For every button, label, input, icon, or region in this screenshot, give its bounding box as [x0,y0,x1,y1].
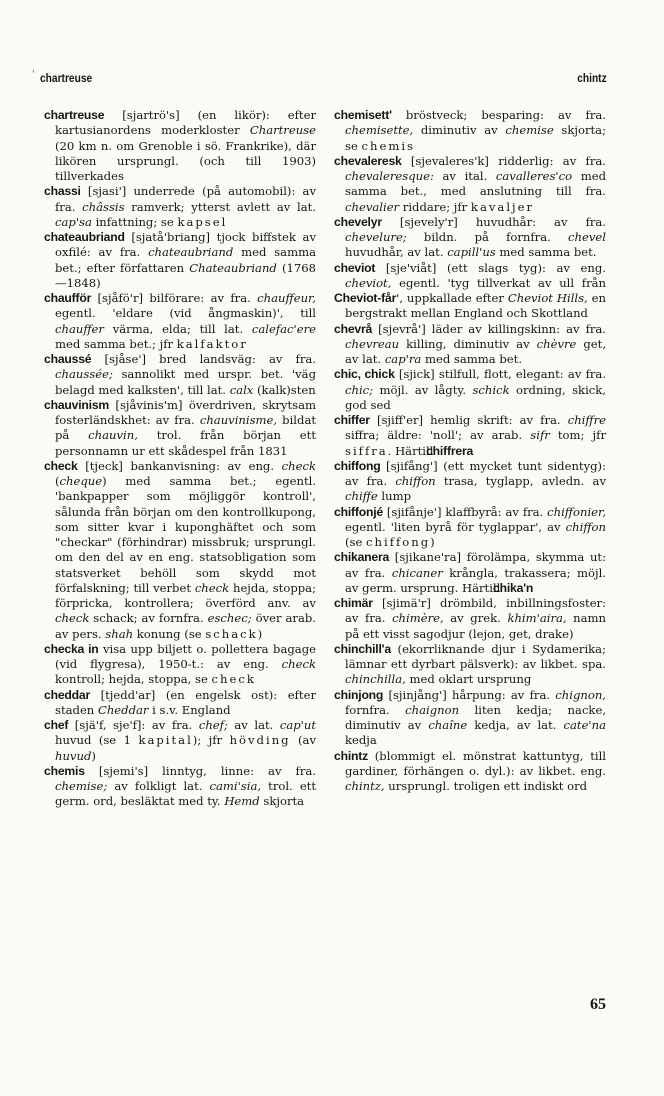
dictionary-entry [334,749,606,795]
entry-text: killing, diminutiv av [399,336,537,351]
entry-headword: cheddar [44,687,91,702]
entry-text: med samma bet.; jfr [55,336,177,351]
dictionary-entry [44,291,316,352]
dictionary-entry [44,718,316,764]
entry-headword: chauvinism [44,397,110,412]
cross-reference: hövding [229,733,291,748]
dictionary-entry [334,108,606,154]
etymon: chevreau [345,336,400,351]
entry-headword: chaussé [44,352,92,366]
entry-text: infattning; se [91,214,178,229]
etymon: calx [229,382,254,397]
entry-text: ) [91,748,96,763]
etymon: chaîne [428,718,468,732]
etymon: huvud [55,748,92,763]
dictionary-entry [44,398,316,459]
dictionary-entry [334,367,606,413]
etymon: check [55,611,90,626]
dictionary-entry [334,688,606,749]
entry-text: . Härtill [387,443,438,458]
entry-text: (kalk)sten [253,382,316,397]
etymon: Cheddar [97,702,149,717]
cross-reference: schack [205,626,258,641]
entry-headword: chintz [334,748,369,763]
entry-headword: chiffonjé [334,504,383,519]
dictionary-entry [44,230,316,291]
entry-text: [tjeck] bankanvisning: av eng. [77,458,282,473]
etymon: chaignon [405,702,460,717]
entry-text: (blommigt el. mönstrat kattuntyg, till gardiner, förhängen o. dyl.): av likbet. eng. [345,748,606,778]
entry-text: med samma bet. [421,352,523,366]
entry-text: huvud (se 1 [55,733,139,748]
etymon: chic; [345,382,374,397]
entry-text: egentl. 'tyg tillverkat av ull från [391,275,606,290]
cross-reference: kalfaktor [176,336,248,351]
entry-text: med samma bet., med anslutning till fra. [345,169,606,199]
etymon: chateaubriand [148,245,234,260]
entry-text: [sjiff'er] hemlig skrift: av fra. [369,413,568,427]
entry-headword: chateaubriand [44,230,125,244]
entry-text: [sjifånje'] klaffbyrå: av fra. [382,504,548,519]
entry-text: ) [257,626,263,641]
page-number: 65 [590,996,606,1013]
dictionary-entry [44,764,316,810]
entry-text: (se [345,535,367,549]
entry-text: kedja, av lat. [467,718,564,732]
entry-text: konung (se [133,626,206,641]
entry-text: ) med samma bet.; egentl. 'bankpapper som möjliggör kontroll', sålunda från början om den kontrollkupong, som sitter kvar i kuponghäftet och som "checkar" (förhindrar) missbruk; ursprungl. om den del av en eng. statsobligation som statsverket behöll som skydd mot förfalskning; till verbet [55,474,316,595]
entry-headword: chassi [44,184,81,199]
etymon: khim'aira, [507,611,567,626]
entry-headword: checka in [44,641,99,656]
entry-headword: chartreuse [44,108,105,122]
entry-text: hejda, stoppa; förpricka, kontrollera; överförd anv. av [55,580,316,610]
etymon: châssis [82,199,125,214]
etymon: chiffonier, [547,504,606,519]
entry-text: [tjedd'ar] (en engelsk ost): efter staden [55,687,316,717]
entry-text: [sjifång'] (ett mycket tunt sidentyg): av fra. [345,458,606,488]
entry-text: ursprungl. troligen ett indiskt ord [384,779,588,793]
dictionary-entry [334,322,606,368]
entry-text: skjorta [259,794,305,809]
running-head-left: chartreuse [40,71,93,85]
entry-text: lump [377,489,412,504]
etymon: cheviot, [345,275,392,290]
dictionary-entry [44,688,316,719]
entry-headword: chiffer [334,413,370,427]
entry-text: med oklart ursprung [405,672,532,687]
entry-text: bildn. på fornfra. [406,230,569,244]
running-head-right: chintz [577,71,607,85]
cross-reference: kavaljer [470,199,535,214]
entry-text: [sjatå'briang] tjock biffstek av oxfilé: av fra. [55,230,316,260]
entry-text: liten kedja; nacke, diminutiv av [345,702,607,732]
entry-text: [sjick] stilfull, flott, elegant: av fra. [394,367,607,382]
etymon: calefac'ere [251,321,316,336]
etymon: chiffon [565,519,606,534]
entry-text: [sjevaleres'k] ridderlig: av fra. [401,153,606,168]
etymon: check [281,657,316,671]
entry-text: [sjevely'r] huvudhår: av fra. [381,214,606,229]
entry-text: i s.v. England [148,702,231,717]
entry-text: [sjåse'] bred landsväg: av fra. [91,352,316,366]
cross-reference: kapital [138,733,193,748]
etymon: chiffre [567,413,606,427]
entry-text: av lat. [227,718,280,732]
dictionary-entry [44,108,316,184]
right-column [334,108,606,794]
etymon: cami'sia, [209,779,262,793]
entry-text: [sjevrå'] läder av killingskinn: av fra. [372,321,606,336]
etymon: cap'ut [279,718,316,732]
entry-text: bildat på [55,413,317,443]
entry-text: diminutiv av [413,123,506,138]
etymon: chemise [505,123,554,138]
entry-text: ) [430,535,435,549]
entry-text: schack; av fornfra. [89,611,208,626]
etymon: chauffeur, [257,291,316,305]
cross-reference: check [211,672,256,687]
entry-text: krångla, trakassera; möjl. av germ. ursprung. Härtill [345,565,606,595]
entry-text: egentl. 'liten byrå för tyglappar', av [345,519,566,534]
entry-headword: chic, chick [334,367,395,382]
entry-headword: chiffong [334,458,381,473]
etymon: chevalier [345,199,400,214]
entry-text: [sjimä'r] drömbild, inbillningsfoster: av fra. [345,596,606,626]
etymon: eschec; [207,611,252,626]
etymon: cap'sa [55,214,92,229]
dictionary-entry [334,413,606,459]
entry-text: ); jfr [192,733,230,748]
entry-text: bröstveck; besparing: av fra. [391,108,606,122]
derived-headword: chika'n [493,580,534,595]
etymon: cheque [59,474,103,488]
entry-headword: chimär [334,596,373,610]
etymon: chevaleresque: [345,169,434,183]
etymon: chinchilla, [345,672,406,687]
dictionary-entry [334,261,606,322]
etymon: check [281,458,316,473]
entry-text: riddare; jfr [399,199,471,214]
etymon: chevelure; [345,230,407,244]
entry-text: ', uppkallade efter [396,291,508,305]
entry-text: (ekorrliknande djur i Sydamerika; lämnar ett dyrbart pälsverk): av likbet. spa. [345,641,606,671]
etymon: chignon, [555,687,606,702]
etymon: cavalleres'co [495,169,573,183]
entry-headword: chef [44,718,69,732]
dictionary-entry [44,184,316,230]
margin-mark: ' [32,70,35,80]
entry-headword: chemisett' [334,108,392,122]
entry-text: sannolikt med urspr. bet. 'väg belagd med kalksten', till lat. [55,367,316,397]
entry-text: [sjikane'ra] förolämpa, skymma ut: av fra. [345,550,606,580]
etymon: chiffon [395,474,436,488]
entry-text: siffra; äldre: 'noll'; av arab. [345,428,531,443]
entry-text: [sjasi'] underrede (på automobil): av fra. [55,184,316,214]
entry-headword: chinjong [334,687,384,702]
entry-text: skjorta; se [345,123,607,153]
entry-text: ramverk; ytterst avlett av lat. [124,199,316,214]
entry-text: huvudhår, av lat. [345,245,448,260]
dictionary-entry [44,642,316,688]
dictionary-entry [334,154,606,215]
dictionary-entry [334,215,606,261]
entry-text: över arab. av pers. [55,611,316,641]
entry-text: av grek. [443,611,508,626]
entry-text: [sjartrö's] (en likör): efter kartusianordens moderkloster [55,108,316,138]
dictionary-entry [44,459,316,642]
entry-text: [sjinjång'] hårpung: av fra. [383,687,556,702]
entry-text: get, av lat. [345,336,607,366]
entry-headword: chevrå [334,321,373,336]
entry-text: [sjä'f, sje'f]: av fra. [68,718,199,732]
entry-text: värma, elda; till lat. [103,321,252,336]
entry-text: kontroll; hejda, stoppa, se [55,672,212,687]
dictionary-entry [334,596,606,642]
entry-text: ordning, skick, god sed [345,382,606,412]
entry-headword: chevelyr [334,214,382,229]
derived-headword: Cheviot-får [334,291,397,305]
entry-text: trasa, tyglapp, avledn. av [435,474,606,488]
etymon: cate'na [563,718,606,732]
entry-text: [sje'viåt] (ett slags tyg): av eng. [375,260,606,275]
entry-text: av ital. [433,169,496,183]
entry-headword: check [44,458,78,473]
cross-reference: chemis [361,138,415,153]
entry-text: trol. från början ett personnamn ur ett skådespel från 1831 [55,428,316,458]
entry-text: med samma bet.; efter författaren [55,245,316,275]
entry-text: egentl. 'eldare (vid ångmaskin)', till [55,306,316,321]
dictionary-entry [334,505,606,551]
etymon: chemisette, [345,123,414,138]
entry-text: [sjemi's] linntyg, linne: av fra. [84,763,316,778]
etymon: Hemd [224,794,260,809]
entry-text: [sjåvinis'm] överdriven, skrytsam fosterländskhet: av fra. [55,397,316,427]
etymon: shah [105,626,134,641]
entry-headword: chaufför [44,291,92,305]
cross-reference: kapsel [177,214,228,229]
entry-text: med samma bet. [495,245,597,260]
entry-text: en bergstrakt mellan England och Skottland [345,291,606,321]
etymon: chiffe [345,489,378,504]
etymon: check [194,580,230,595]
entry-text: namn på ett visst sagodjur (lejon, get, drake) [345,611,606,641]
entry-headword: chevaleresk [334,153,402,168]
etymon: chevel [568,230,606,244]
entry-text: ( [55,474,60,488]
etymon: chintz, [345,779,385,793]
cross-reference: chiffong [366,535,431,549]
entry-text: fornfra. [345,702,406,717]
etymon: chimère, [392,611,444,626]
etymon: chauffer [55,321,104,336]
etymon: chauvinisme, [199,413,278,427]
entry-text: trol. ett germ. ord, besläktat med ty. [55,779,316,809]
dictionary-entry [334,550,606,596]
left-column [44,108,316,810]
etymon: capill'us [447,245,496,260]
etymon: Cheviot Hills, [507,291,588,305]
entry-text: kedja [345,733,377,748]
etymon: cap'ra [384,352,422,366]
dictionary-entry [334,459,606,505]
entry-text: av folkligt lat. [107,779,210,793]
etymon: chauvin, [88,428,138,443]
etymon: chaussée; [55,367,113,382]
entry-text: möjl. av lågty. [373,382,473,397]
entry-headword: chemis [44,763,85,778]
entry-headword: chinchill'a [334,641,391,656]
cross-reference: siffra [345,443,388,458]
entry-headword: chikanera [334,550,390,565]
etymon: chicaner [391,565,443,580]
etymon: sifr [530,428,550,443]
entry-text: [sjåfö'r] bilförare: av fra. [91,291,258,305]
entry-text: (20 km n. om Grenoble i sö. Frankrike), där likören ursprungl. (och till 1903) tillverkades [55,138,316,183]
etymon: Chartreuse [249,123,316,138]
entry-text: visa upp biljett o. pollettera bagage (vid flygresa), 1950-t.: av eng. [55,641,316,671]
dictionary-entry [334,642,606,688]
entry-headword: cheviot [334,260,376,275]
dictionary-entry [44,352,316,398]
etymon: chef; [198,718,228,732]
etymon: chèvre [536,336,577,351]
derived-headword: chiffrera [426,443,474,458]
entry-text: (1768—1848) [55,260,317,290]
etymon: chemise; [55,779,108,793]
etymon: Chateaubriand [189,260,277,275]
etymon: schick [472,382,510,397]
entry-text: tom; jfr [549,428,606,443]
entry-text: (av [290,733,317,748]
